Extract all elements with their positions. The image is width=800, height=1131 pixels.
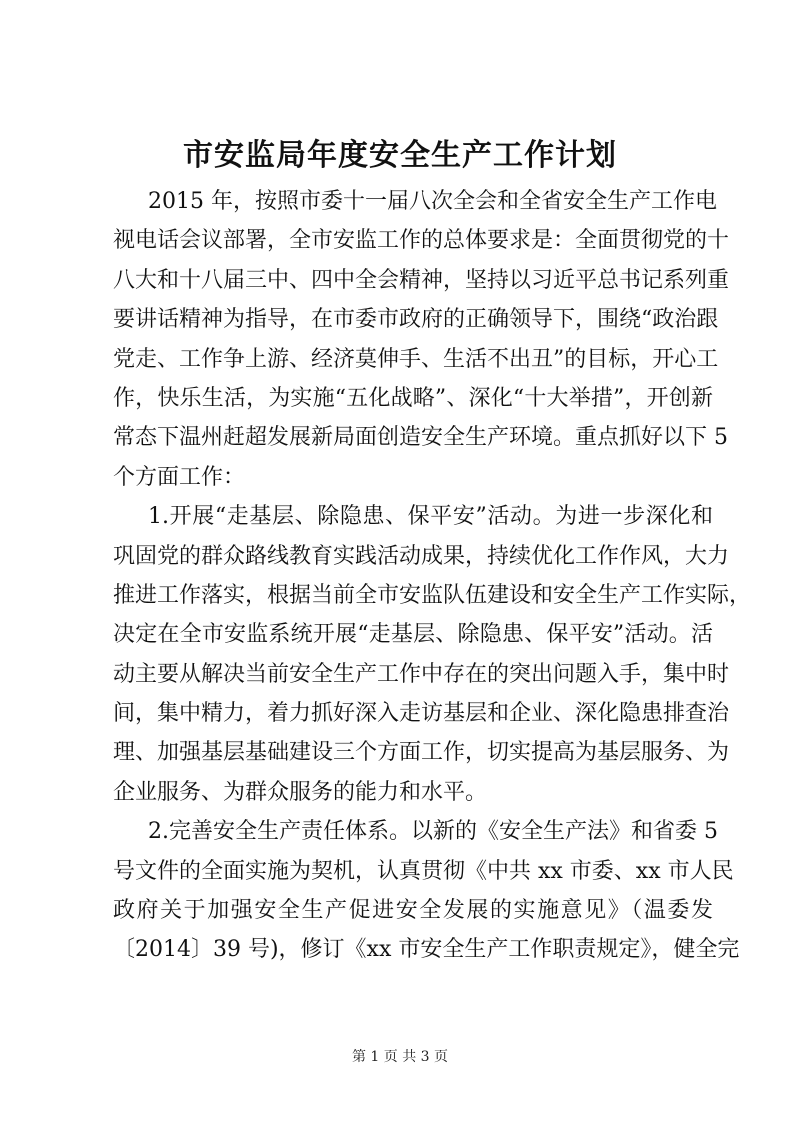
text-line: 巩固党的群众路线教育实践活动成果，持续优化工作作风，大力	[113, 543, 730, 569]
text-line: 2015 年，按照市委十一届八次全会和全省安全生产工作电	[148, 189, 717, 214]
text-line: 要讲话精神为指导，在市委市政府的正确领导下，围绕“政治跟	[113, 307, 719, 333]
text-line: 党走、工作争上游、经济莫伸手、生活不出丑”的目标，开心工	[113, 346, 719, 372]
text-line: 〔2014〕39 号)，修订《xx 市安全生产工作职责规定》，健全完	[113, 937, 740, 963]
text-line: 常态下温州赶超发展新局面创造安全生产环境。重点抓好以下 5	[113, 425, 728, 451]
document-title: 市安监局年度安全生产工作计划	[183, 138, 617, 173]
text-line: 决定在全市安监系统开展“走基层、除隐患、保平安”活动。活	[113, 622, 713, 648]
text-line: 1.开展“走基层、除隐患、保平安”活动。为进一步深化和	[148, 504, 713, 530]
text-line: 企业服务、为群众服务的能力和水平。	[113, 779, 488, 805]
text-line: 作，快乐生活，为实施“五化战略”、深化“十大举措”，开创新	[113, 385, 713, 411]
text-line: 八大和十八届三中、四中全会精神，坚持以习近平总书记系列重	[113, 267, 730, 293]
text-line: 个方面工作：	[113, 464, 246, 490]
text-line: 政府关于加强安全生产促进安全发展的实施意见》（温委发	[113, 898, 713, 924]
text-line: 2.完善安全生产责任体系。以新的《安全生产法》和省委 5	[148, 819, 718, 845]
text-line: 视电话会议部署，全市安监工作的总体要求是：全面贯彻党的十	[113, 228, 730, 254]
document-body	[113, 182, 752, 970]
text-line: 号文件的全面实施为契机，认真贯彻《中共 xx 市委、xx 市人民	[113, 858, 734, 884]
page-footer: 第 1 页 共 3 页	[351, 1049, 449, 1065]
text-line: 间，集中精力，着力抓好深入走访基层和企业、深化隐患排查治	[113, 701, 730, 727]
text-line: 动主要从解决当前安全生产工作中存在的突出问题入手，集中时	[113, 661, 730, 687]
text-line: 理、加强基层基础建设三个方面工作，切实提高为基层服务、为	[113, 740, 730, 766]
text-line: 推进工作落实，根据当前全市安监队伍建设和安全生产工作实际，	[113, 582, 752, 608]
